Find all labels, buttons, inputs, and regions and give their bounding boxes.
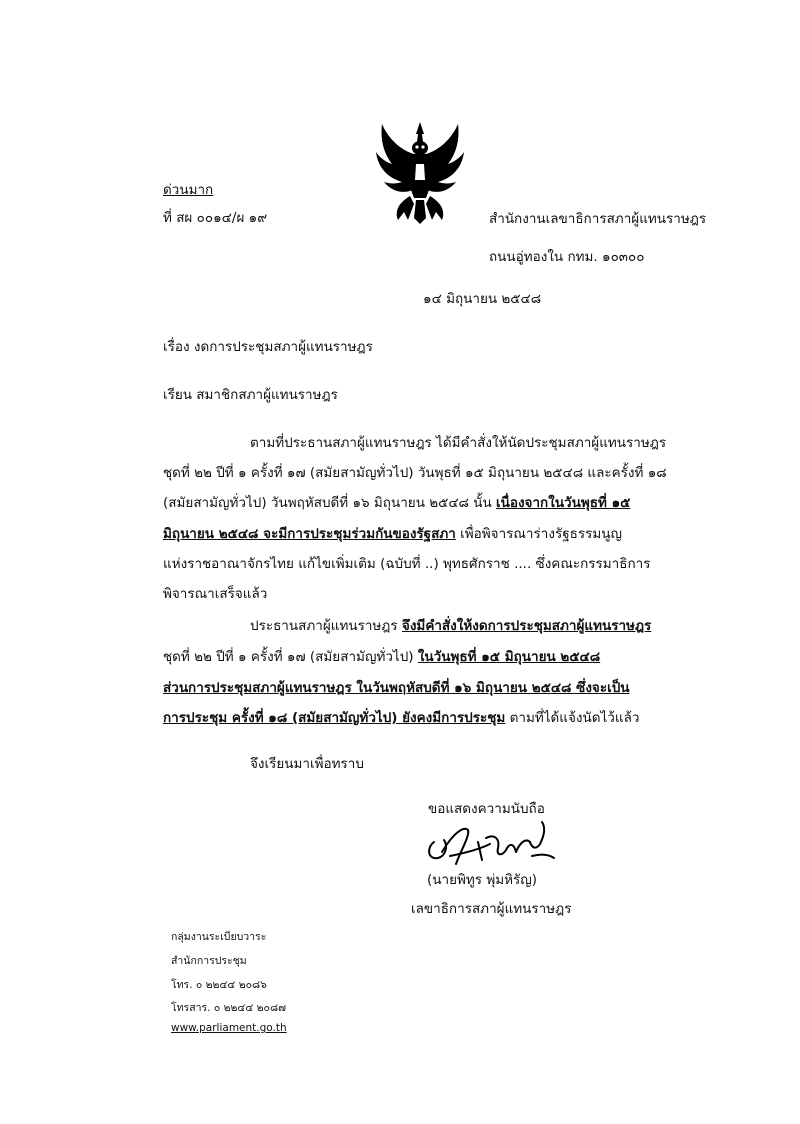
- regards-text: ขอแสดงความนับถือ: [428, 801, 545, 817]
- recipient-line: เรียน สมาชิกสภาผู้แทนราษฎร: [163, 387, 338, 403]
- emphasis-text: เนื่องจากในวันพุธที่ ๑๕: [496, 495, 631, 511]
- body-text: ตามที่ได้แจ้งนัดไว้แล้ว: [505, 710, 640, 726]
- body-line: [163, 522, 622, 544]
- emphasis-text: การประชุม ครั้งที่ ๑๘ (สมัยสามัญทั่วไป) ยังคงมีการประชุม: [163, 710, 506, 726]
- footer-telephone: โทร. ๐ ๒๒๔๔ ๒๐๘๖: [171, 979, 267, 991]
- office-name: สำนักงานเลขาธิการสภาผู้แทนราษฎร: [489, 211, 707, 227]
- body-line: แห่งราชอาณาจักรไทย แก้ไขเพิ่มเติม (ฉบับที่ ..) พุทธศักราช .... ซึ่งคณะกรรมาธิการ: [163, 556, 651, 572]
- body-line: ตามที่ประธานสภาผู้แทนราษฎร ได้มีคำสั่งให้นัดประชุมสภาผู้แทนราษฎร: [250, 435, 667, 451]
- body-line: [250, 614, 651, 636]
- emphasis-text: ในวันพุธที่ ๑๕ มิถุนายน ๒๕๔๘: [417, 649, 601, 665]
- reference-number: ที่ สผ ๐๐๑๔/ผ ๑๙: [163, 210, 268, 226]
- body-line: [163, 645, 600, 667]
- footer-department: กลุ่มงานระเบียบวาระ: [171, 931, 267, 943]
- body-text: เพื่อพิจารณาร่างรัฐธรรมนูญ: [455, 526, 623, 542]
- body-line: [163, 491, 630, 513]
- urgency-label: ด่วนมาก: [163, 182, 214, 198]
- body-text: (สมัยสามัญทั่วไป) วันพฤหัสบดีที่ ๑๖ มิถุนายน ๒๕๔๘ นั้น: [163, 495, 497, 511]
- signatory-name: (นายพิทูร พุ่มหิรัญ): [427, 872, 538, 888]
- signature-icon: [420, 812, 560, 872]
- body-line: พิจารณาเสร็จแล้ว: [163, 586, 268, 602]
- body-line: ชุดที่ ๒๒ ปีที่ ๑ ครั้งที่ ๑๗ (สมัยสามัญทั่วไป) วันพุธที่ ๑๕ มิถุนายน ๒๕๔๘ และครั้งที่ ๑๘: [163, 465, 667, 481]
- footer-website-link[interactable]: www.parliament.go.th: [171, 1022, 287, 1034]
- office-address: ถนนอู่ทองใน กทม. ๑๐๓๐๐: [489, 249, 645, 265]
- closing-sentence: จึงเรียนมาเพื่อทราบ: [250, 756, 364, 772]
- body-line: [163, 706, 639, 728]
- letter-date: ๑๔ มิถุนายน ๒๕๔๘: [423, 291, 542, 307]
- footer-fax: โทรสาร. ๐ ๒๒๔๔ ๒๐๘๗: [171, 1002, 286, 1014]
- body-text: ประธานสภาผู้แทนราษฎร: [250, 618, 402, 634]
- subject-line: เรื่อง งดการประชุมสภาผู้แทนราษฎร: [163, 339, 373, 355]
- signatory-position: เลขาธิการสภาผู้แทนราษฎร: [411, 901, 572, 917]
- emphasis-text: มิถุนายน ๒๕๔๘ จะมีการประชุมร่วมกันของรัฐสภา: [163, 526, 456, 542]
- garuda-emblem-icon: [370, 120, 470, 225]
- body-text: ชุดที่ ๒๒ ปีที่ ๑ ครั้งที่ ๑๗ (สมัยสามัญทั่วไป): [163, 649, 418, 665]
- footer-bureau: สำนักการประชุม: [171, 955, 247, 967]
- emphasis-line: ส่วนการประชุมสภาผู้แทนราษฎร ในวันพฤหัสบดีที่ ๑๖ มิถุนายน ๒๕๔๘ ซึ่งจะเป็น: [163, 680, 630, 696]
- emphasis-text: จึงมีคำสั่งให้งดการประชุมสภาผู้แทนราษฎร: [401, 618, 652, 634]
